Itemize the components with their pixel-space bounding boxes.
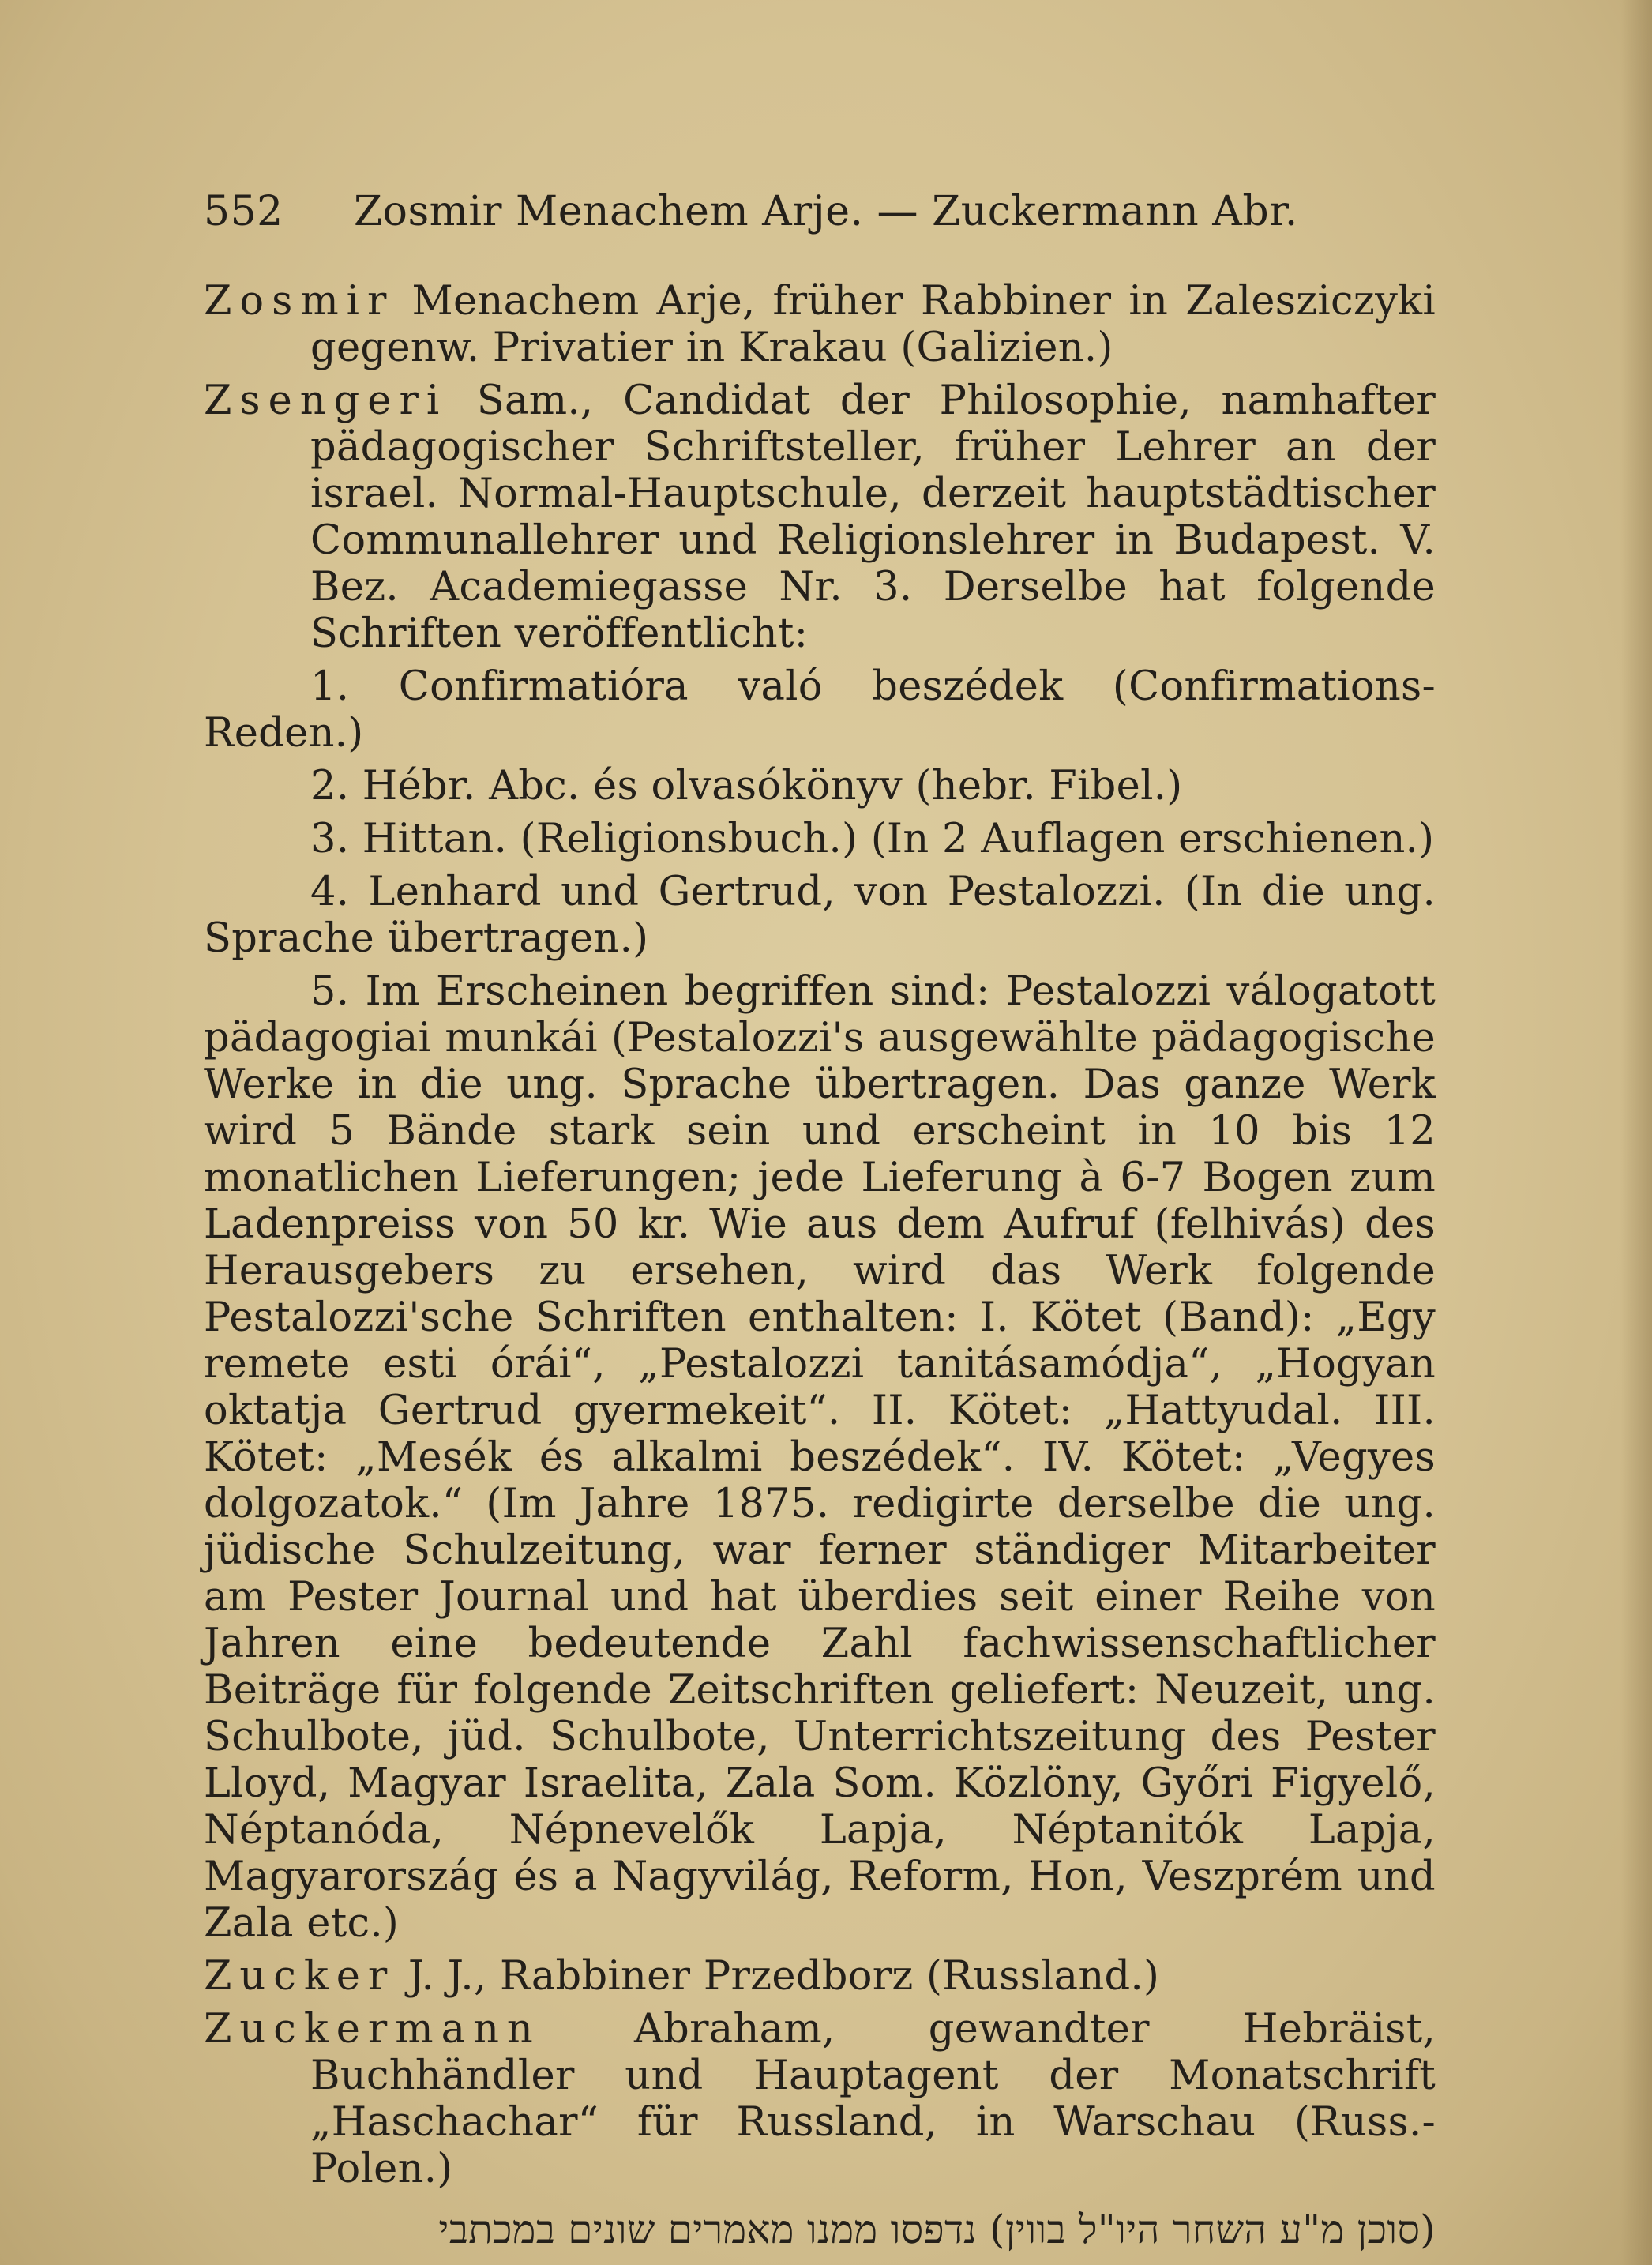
entry-zsengeri [204, 378, 1436, 657]
entry-name: Zucker [204, 1953, 396, 2000]
entry-text: Abraham, gewandter Hebräist, Buchhändler und Hauptagent der Monatschrift „Haschachar“ für Russland, in Warschau (Russ.-Polen.) [310, 2006, 1436, 2192]
work-item-4: 4. Lenhard und Gertrud, von Pestalozzi. (In die ung. Sprache übertragen.) [204, 869, 1436, 962]
entry-name: Zsengeri [204, 378, 448, 424]
entry-text: Sam., Candidat der Philosophie, namhafter pädagogischer Schriftsteller, früher Lehrer an der israel. Normal-Hauptschule, derzeit hauptstädtischer Communallehrer und Religionslehrer in Budapest. V. Bez. Academiegasse Nr. 3. Derselbe hat folgende Schriften veröffentlicht: [310, 378, 1436, 657]
running-title: Zosmir Menachem Arje. — Zuckermann Abr. [354, 188, 1298, 235]
entry-text: J. J., Rabbiner Przedborz (Russland.) [407, 1953, 1160, 2000]
work-item-3: 3. Hittan. (Religionsbuch.) (In 2 Auflagen erschienen.) [310, 816, 1435, 862]
entry-zucker [204, 1953, 1436, 2000]
work-item-1: 1. Confirmatióra való beszédek (Confirmations-Reden.) [204, 663, 1436, 757]
work-item-5: 5. Im Erscheinen begriffen sind: Pestalozzi válogatott pädagogiai munkái (Pestalozzi's ausgewählte pädagogische Werke in die ung. Sprache übertragen. Das ganze Werk wird 5 Bände stark sein und erscheint in 10 bis 12 monatlichen Lieferungen; jede Lieferung à 6-7 Bogen zum Ladenpreiss von 50 kr. Wie aus dem Aufruf (felhivás) des Herausgebers zu ersehen, wird das Werk folgende Pestalozzi'sche Schriften enthalten: I. Kötet (Band): „Egy remete esti órái“, „Pestalozzi tanitásamódja“, „Hogyan oktatja Gertrud gyermekeit“. II. Kötet: „Hattyudal. III. Kötet: „Mesék és alkalmi beszédek“. IV. Kötet: „Vegyes dolgozatok.“ (Im Jahre 1875. redigirte derselbe die ung. jüdische Schulzeitung, war ferner ständiger Mitarbeiter am Pester Journal und hat überdies seit einer Reihe von Jahren eine bedeutende Zahl fachwissenschaftlicher Beiträge für folgende Zeitschriften geliefert: Neuzeit, ung. Schulbote, jüd. Schulbote, Unterrichtszeitung des Pester Lloyd, Magyar Israelita, Zala Som. Közlöny, Győri Figyelő, Néptanóda, Népnevelők Lapja, Néptanitók Lapja, Magyarország és a Nagyvilág, Reform, Hon, Veszprém und Zala etc.) [204, 968, 1436, 1947]
hebrew-line: (סוכן מ"ע השחר היו"ל בווין) נדפסו ממנו מאמרים שונים במכתבי [438, 2207, 1436, 2252]
page-header [204, 188, 1298, 235]
entry-zuckermann [204, 2006, 1436, 2192]
entry-name: Zosmir [204, 278, 395, 325]
work-item-2: 2. Hébr. Abc. és olvasókönyv (hebr. Fibel.) [310, 763, 1183, 809]
page-number: 552 [204, 188, 283, 235]
entry-name: Zuckermann [204, 2006, 541, 2053]
entry-text: Menachem Arje, früher Rabbiner in Zalesziczyki gegenw. Privatier in Krakau (Galizien.) [310, 278, 1436, 371]
entry-zosmir [204, 278, 1436, 371]
page-body [204, 278, 1436, 2265]
